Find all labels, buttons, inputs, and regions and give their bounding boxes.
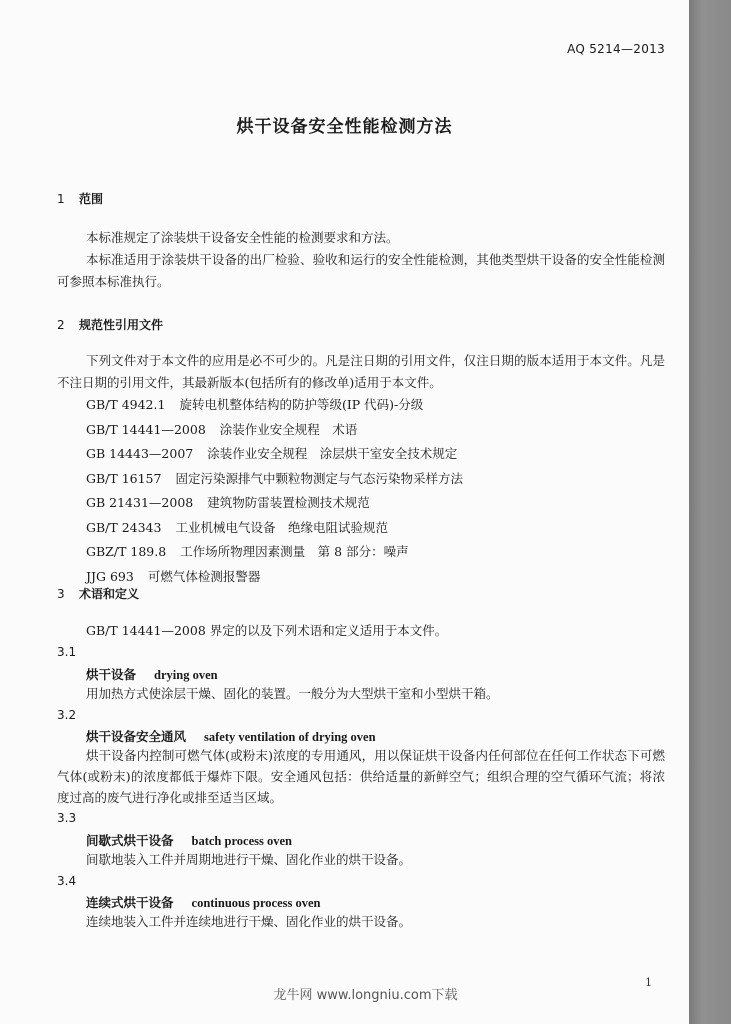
reference-title: 涂装作业安全规程 涂层烘干室安全技术规定 bbox=[207, 446, 458, 461]
section-1-paragraph-2: 本标准适用于涂装烘干设备的出厂检验、验收和运行的安全性能检测，其他类型烘干设备的安全性能检测可参照本标准执行。 bbox=[57, 252, 665, 289]
section-1-heading bbox=[57, 190, 103, 207]
term-heading bbox=[86, 831, 292, 849]
term-number: 3.1 bbox=[57, 645, 77, 659]
section-number: 2 bbox=[57, 318, 65, 332]
term-definition: 连续地装入工件并连续地进行干燥、固化作业的烘干设备。 bbox=[86, 914, 412, 929]
reference-list bbox=[86, 393, 463, 589]
scroll-gutter bbox=[689, 0, 731, 1024]
term-english: batch process oven bbox=[191, 834, 292, 848]
download-watermark: 龙牛网 www.longniu.com下载 bbox=[273, 988, 458, 1003]
term-heading bbox=[86, 665, 218, 683]
reference-title: 旋转电机整体结构的防护等级(IP 代码)-分级 bbox=[179, 397, 424, 412]
reference-item bbox=[86, 418, 463, 443]
reference-title: 建筑物防雷装置检测技术规范 bbox=[207, 495, 370, 510]
reference-code: GB/T 4942.1 bbox=[86, 397, 166, 412]
reference-item bbox=[86, 516, 463, 541]
page-number: 1 bbox=[645, 976, 652, 989]
reference-item bbox=[86, 491, 463, 516]
section-title: 范围 bbox=[79, 192, 104, 206]
term-english: continuous process oven bbox=[191, 896, 321, 910]
reference-code: GB 21431—2008 bbox=[86, 495, 194, 510]
term-number: 3.2 bbox=[57, 708, 77, 722]
reference-code: GB/T 16157 bbox=[86, 470, 162, 486]
reference-code: GB/T 14441—2008 bbox=[86, 421, 206, 437]
section-1-paragraph-1: 本标准规定了涂装烘干设备安全性能的检测要求和方法。 bbox=[86, 230, 399, 245]
term-heading bbox=[86, 727, 376, 745]
reference-item bbox=[86, 393, 463, 418]
standard-number: AQ 5214—2013 bbox=[567, 42, 665, 56]
section-2-intro: 下列文件对于本文件的应用是必不可少的。凡是注日期的引用文件，仅注日期的版本适用于本文件。凡是不注日期的引用文件，其最新版本(包括所有的修改单)适用于本文件。 bbox=[57, 353, 665, 390]
section-3-intro: GB/T 14441—2008 界定的以及下列术语和定义适用于本文件。 bbox=[86, 623, 448, 638]
term-chinese: 烘干设备 bbox=[86, 667, 137, 682]
term-definition: 烘干设备内控制可燃气体(或粉末)浓度的专用通风，用以保证烘干设备内任何部位在任何工作状态下可燃气体(或粉末)的浓度都低于爆炸下限。安全通风包括：供给适量的新鲜空气；组织合理的空气循环气流；将浓度过高的废气进行净化或排至适当区域。 bbox=[57, 748, 665, 805]
reference-item bbox=[86, 565, 463, 590]
reference-title: 涂装作业安全规程 术语 bbox=[219, 421, 358, 437]
term-chinese: 连续式烘干设备 bbox=[86, 895, 174, 910]
reference-item bbox=[86, 467, 463, 492]
term-heading bbox=[86, 893, 320, 911]
reference-title: 工业机械电气设备 绝缘电阻试验规范 bbox=[175, 519, 388, 535]
term-definition: 用加热方式使涂层干燥、固化的装置。一般分为大型烘干室和小型烘干箱。 bbox=[86, 686, 499, 701]
section-title: 规范性引用文件 bbox=[79, 318, 164, 332]
reference-item bbox=[86, 442, 463, 467]
reference-code: GB/T 24343 bbox=[86, 519, 162, 535]
section-2-heading bbox=[57, 316, 163, 333]
section-3-heading bbox=[57, 585, 139, 602]
term-definition: 间歇地装入工件并周期地进行干燥、固化作业的烘干设备。 bbox=[86, 852, 412, 867]
reference-title: 可燃气体检测报警器 bbox=[147, 568, 261, 584]
reference-title: 固定污染源排气中颗粒物测定与气态污染物采样方法 bbox=[175, 470, 463, 486]
term-number: 3.4 bbox=[57, 874, 77, 888]
term-chinese: 烘干设备安全通风 bbox=[86, 729, 187, 744]
reference-code: GB 14443—2007 bbox=[86, 446, 194, 461]
document-title: 烘干设备安全性能检测方法 bbox=[236, 117, 453, 137]
section-title: 术语和定义 bbox=[79, 587, 140, 601]
reference-title: 工作场所物理因素测量 第 8 部分：噪声 bbox=[180, 544, 409, 559]
term-english: drying oven bbox=[154, 668, 218, 682]
section-number: 3 bbox=[57, 587, 65, 601]
section-number: 1 bbox=[57, 192, 65, 206]
term-chinese: 间歇式烘干设备 bbox=[86, 833, 174, 848]
term-english: safety ventilation of drying oven bbox=[204, 730, 376, 744]
term-number: 3.3 bbox=[57, 811, 77, 825]
reference-code: JJG 693 bbox=[86, 568, 134, 584]
reference-item bbox=[86, 540, 463, 565]
reference-code: GBZ/T 189.8 bbox=[86, 544, 167, 559]
